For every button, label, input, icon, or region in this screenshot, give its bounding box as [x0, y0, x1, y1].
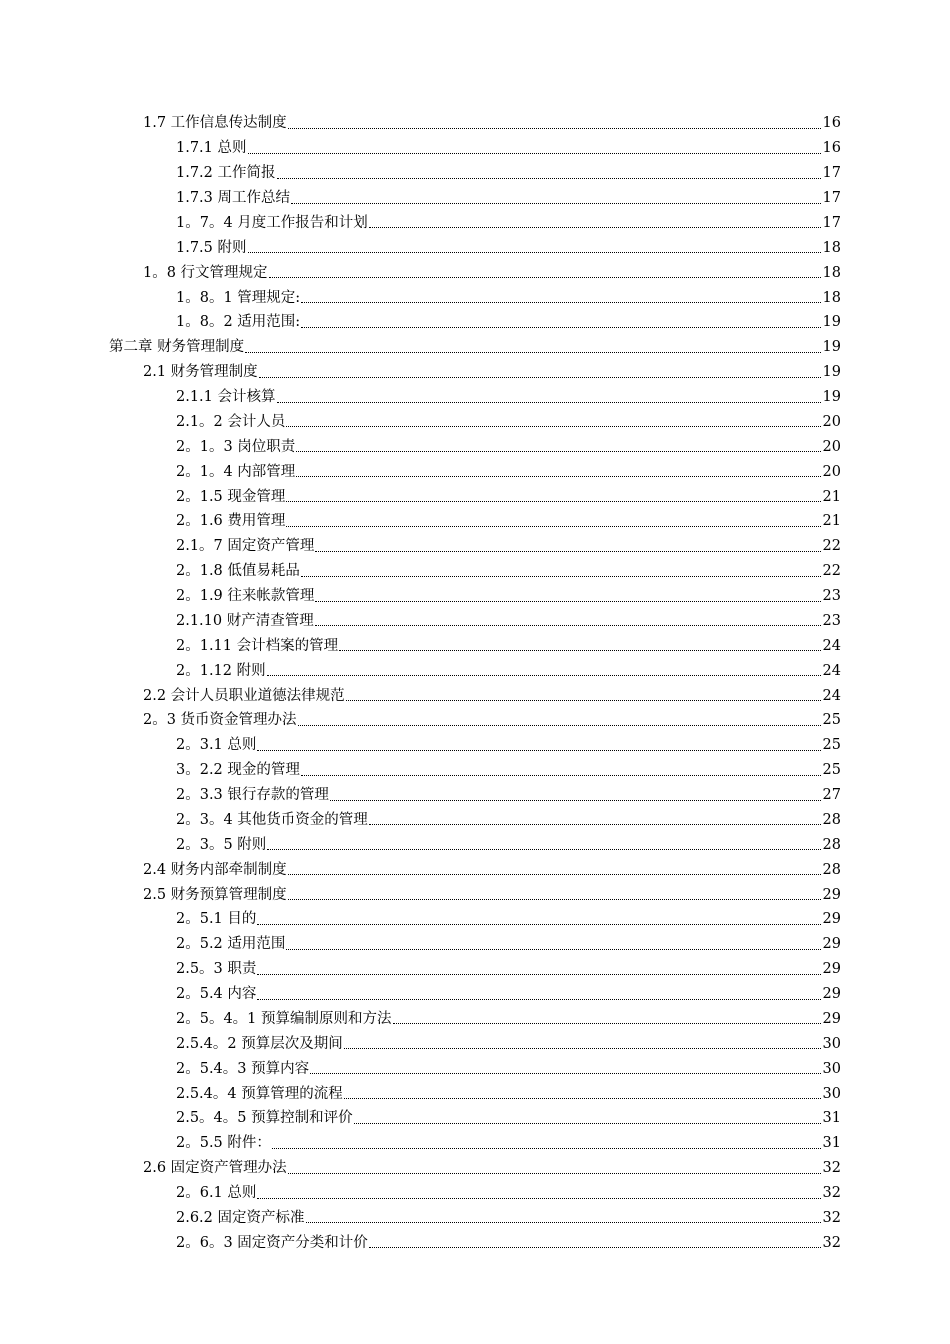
- toc-entry[interactable]: [0, 235, 950, 260]
- toc-entry-title: 2.5 财务预算管理制度: [143, 886, 287, 903]
- toc-entry-title: 2.5。4。5 预算控制和评价: [176, 1110, 353, 1127]
- toc-dot-leader: [369, 823, 821, 825]
- toc-entry-page-number: 25: [822, 762, 841, 779]
- toc-dot-leader: [296, 450, 821, 452]
- toc-entry[interactable]: [0, 1156, 950, 1181]
- toc-entry[interactable]: [0, 1230, 950, 1255]
- toc-entry-title: 2。3。4 其他货币资金的管理: [176, 811, 368, 828]
- toc-entry-page-number: 31: [822, 1135, 841, 1152]
- toc-entry-title: 第二章 财务管理制度: [109, 339, 245, 356]
- toc-entry-title: 2.4 财务内部牵制制度: [143, 861, 287, 878]
- toc-dot-leader: [277, 401, 821, 403]
- toc-entry-title: 2。1.6 费用管理: [176, 513, 286, 530]
- toc-entry-title: 2。1.8 低值易耗品: [176, 563, 300, 580]
- toc-dot-leader: [286, 500, 821, 502]
- toc-entry-title: 2.2 会计人员职业道德法律规范: [143, 687, 345, 704]
- toc-entry-page-number: 16: [822, 140, 841, 157]
- toc-entry-page-number: 20: [822, 438, 841, 455]
- toc-dot-leader: [267, 848, 821, 850]
- toc-entry[interactable]: [0, 434, 950, 459]
- toc-entry-page-number: 29: [822, 986, 841, 1003]
- toc-entry-title: 2。5。4。1 预算编制原则和方法: [176, 1010, 392, 1027]
- toc-dot-leader: [269, 276, 821, 278]
- toc-dot-leader: [301, 774, 821, 776]
- toc-entry-page-number: 24: [822, 637, 841, 654]
- toc-entry-title: 1.7.5 附则: [176, 239, 247, 256]
- toc-entry[interactable]: [0, 186, 950, 211]
- toc-entry[interactable]: [0, 733, 950, 758]
- toc-entry-title: 2。1.9 往来帐款管理: [176, 588, 315, 605]
- toc-entry-page-number: 23: [822, 612, 841, 629]
- toc-entry-page-number: 16: [822, 115, 841, 132]
- toc-dot-leader: [286, 948, 821, 950]
- toc-dot-leader: [315, 624, 821, 626]
- toc-entry-page-number: 20: [822, 463, 841, 480]
- toc-entry-page-number: 32: [822, 1209, 841, 1226]
- toc-entry[interactable]: [0, 633, 950, 658]
- toc-entry-title: 2.1 财务管理制度: [143, 364, 258, 381]
- toc-entry-page-number: 19: [822, 339, 841, 356]
- toc-entry-page-number: 17: [822, 165, 841, 182]
- toc-entry-title: 2.1.10 财产清查管理: [176, 612, 314, 629]
- toc-dot-leader: [296, 475, 821, 477]
- toc-entry[interactable]: [0, 808, 950, 833]
- toc-dot-leader: [288, 1172, 821, 1174]
- toc-entry-title: 1.7.1 总则: [176, 140, 247, 157]
- toc-entry-title: 2。5.4。3 预算内容: [176, 1060, 310, 1077]
- toc-entry[interactable]: [0, 1131, 950, 1156]
- toc-entry-title: 1。8。1 管理规定:: [176, 289, 301, 306]
- toc-entry-page-number: 19: [822, 314, 841, 331]
- toc-entry[interactable]: [0, 584, 950, 609]
- toc-entry-page-number: 25: [822, 712, 841, 729]
- toc-entry-title: 1.7.3 周工作总结: [176, 190, 291, 207]
- toc-dot-leader: [288, 127, 821, 129]
- toc-entry[interactable]: [0, 211, 950, 236]
- toc-entry[interactable]: [0, 260, 950, 285]
- toc-entry[interactable]: [0, 111, 950, 136]
- toc-entry-title: 2。1.5 现金管理: [176, 488, 286, 505]
- toc-dot-leader: [306, 1221, 821, 1223]
- toc-entry-page-number: 19: [822, 389, 841, 406]
- toc-dot-leader: [369, 1246, 821, 1248]
- toc-entry-page-number: 30: [822, 1035, 841, 1052]
- toc-entry-title: 2.6.2 固定资产标准: [176, 1209, 305, 1226]
- toc-entry[interactable]: [0, 957, 950, 982]
- toc-entry-page-number: 31: [822, 1110, 841, 1127]
- toc-entry[interactable]: [0, 385, 950, 410]
- toc-dot-leader: [257, 749, 821, 751]
- toc-entry-title: 2。5.1 目的: [176, 911, 257, 928]
- toc-entry[interactable]: [0, 509, 950, 534]
- toc-entry[interactable]: [0, 1007, 950, 1032]
- toc-entry[interactable]: [0, 758, 950, 783]
- toc-entry-title: 2。3.1 总则: [176, 737, 257, 754]
- toc-entry-title: 2。1。3 岗位职责: [176, 438, 296, 455]
- toc-entry-page-number: 32: [822, 1234, 841, 1251]
- toc-entry[interactable]: [0, 708, 950, 733]
- toc-entry[interactable]: [0, 459, 950, 484]
- toc-entry-title: 2.1。7 固定资产管理: [176, 538, 315, 555]
- toc-entry[interactable]: [0, 335, 950, 360]
- toc-entry[interactable]: [0, 832, 950, 857]
- toc-dot-leader: [288, 873, 821, 875]
- toc-dot-leader: [259, 376, 821, 378]
- toc-dot-leader: [301, 301, 821, 303]
- toc-entry-title: 2.1.1 会计核算: [176, 389, 276, 406]
- toc-entry[interactable]: [0, 1081, 950, 1106]
- toc-dot-leader: [272, 1147, 821, 1149]
- toc-entry-title: 2。6。3 固定资产分类和计价: [176, 1234, 368, 1251]
- toc-entry-page-number: 27: [822, 787, 841, 804]
- toc-dot-leader: [393, 1022, 821, 1024]
- toc-entry-title: 1。8。2 适用范围:: [176, 314, 301, 331]
- toc-dot-leader: [257, 923, 821, 925]
- toc-entry[interactable]: [0, 857, 950, 882]
- toc-entry-title: 3。2.2 现金的管理: [176, 762, 300, 779]
- toc-dot-leader: [310, 1072, 821, 1074]
- toc-entry[interactable]: [0, 534, 950, 559]
- toc-entry-title: 1.7.2 工作简报: [176, 165, 276, 182]
- toc-dot-leader: [267, 674, 821, 676]
- toc-entry-page-number: 28: [822, 861, 841, 878]
- toc-dot-leader: [315, 550, 821, 552]
- toc-entry-page-number: 32: [822, 1185, 841, 1202]
- toc-entry-page-number: 18: [822, 264, 841, 281]
- toc-entry-title: 2.5.4。2 预算层次及期间: [176, 1035, 343, 1052]
- toc-entry-title: 2。5.4 内容: [176, 986, 257, 1003]
- toc-entry-title: 2。3.3 银行存款的管理: [176, 787, 329, 804]
- toc-entry-page-number: 18: [822, 289, 841, 306]
- toc-entry-title: 2。3 货币资金管理办法: [143, 712, 297, 729]
- toc-entry-title: 2。1。4 内部管理: [176, 463, 296, 480]
- toc-entry-title: 2。5.5 附件：: [176, 1135, 271, 1152]
- toc-entry[interactable]: [0, 410, 950, 435]
- toc-entry[interactable]: [0, 932, 950, 957]
- toc-entry[interactable]: [0, 907, 950, 932]
- toc-entry[interactable]: [0, 484, 950, 509]
- toc-entry-title: 1.7 工作信息传达制度: [143, 115, 287, 132]
- toc-entry-title: 2。1.11 会计档案的管理: [176, 637, 339, 654]
- toc-entry-page-number: 28: [822, 836, 841, 853]
- toc-dot-leader: [301, 326, 821, 328]
- toc-entry[interactable]: [0, 783, 950, 808]
- toc-dot-leader: [315, 600, 821, 602]
- toc-entry[interactable]: [0, 136, 950, 161]
- toc-entry-page-number: 17: [822, 214, 841, 231]
- toc-dot-leader: [286, 425, 821, 427]
- toc-dot-leader: [257, 973, 821, 975]
- toc-dot-leader: [286, 525, 821, 527]
- toc-entry[interactable]: [0, 882, 950, 907]
- toc-entry[interactable]: [0, 982, 950, 1007]
- toc-entry-title: 2。5.2 适用范围: [176, 936, 286, 953]
- toc-entry-title: 2。1.12 附则: [176, 662, 266, 679]
- toc-entry-title: 2.6 固定资产管理办法: [143, 1160, 287, 1177]
- toc-entry-title: 2.1。2 会计人员: [176, 413, 286, 430]
- toc-entry-title: 2.5.4。4 预算管理的流程: [176, 1085, 343, 1102]
- toc-dot-leader: [369, 226, 821, 228]
- toc-entry-page-number: 28: [822, 811, 841, 828]
- toc-entry-page-number: 24: [822, 662, 841, 679]
- toc-dot-leader: [339, 649, 821, 651]
- toc-dot-leader: [344, 1047, 821, 1049]
- toc-entry-page-number: 32: [822, 1160, 841, 1177]
- toc-entry[interactable]: [0, 1056, 950, 1081]
- toc-entry-page-number: 21: [822, 513, 841, 530]
- toc-entry-page-number: 29: [822, 886, 841, 903]
- toc-entry[interactable]: [0, 683, 950, 708]
- toc-dot-leader: [248, 251, 821, 253]
- toc-dot-leader: [301, 575, 821, 577]
- toc-entry-page-number: 17: [822, 190, 841, 207]
- toc-entry-page-number: 21: [822, 488, 841, 505]
- toc-entry-page-number: 29: [822, 1010, 841, 1027]
- toc-entry[interactable]: [0, 161, 950, 186]
- toc-entry-page-number: 30: [822, 1085, 841, 1102]
- toc-entry[interactable]: [0, 1181, 950, 1206]
- toc-entry-title: 2。3。5 附则: [176, 836, 267, 853]
- toc-entry-page-number: 25: [822, 737, 841, 754]
- toc-entry-page-number: 30: [822, 1060, 841, 1077]
- toc-entry-page-number: 22: [822, 563, 841, 580]
- toc-dot-leader: [344, 1097, 821, 1099]
- table-of-contents: [0, 111, 950, 1255]
- toc-entry-page-number: 22: [822, 538, 841, 555]
- toc-entry[interactable]: [0, 1206, 950, 1231]
- toc-dot-leader: [257, 998, 821, 1000]
- toc-entry[interactable]: [0, 1031, 950, 1056]
- toc-entry[interactable]: [0, 609, 950, 634]
- toc-entry[interactable]: [0, 658, 950, 683]
- toc-dot-leader: [277, 177, 821, 179]
- toc-entry-page-number: 29: [822, 936, 841, 953]
- toc-entry-page-number: 23: [822, 588, 841, 605]
- toc-entry-page-number: 29: [822, 911, 841, 928]
- toc-entry-page-number: 24: [822, 687, 841, 704]
- toc-dot-leader: [288, 898, 821, 900]
- toc-entry-page-number: 18: [822, 239, 841, 256]
- toc-entry-page-number: 19: [822, 364, 841, 381]
- toc-dot-leader: [245, 351, 821, 353]
- toc-dot-leader: [257, 1197, 821, 1199]
- toc-dot-leader: [291, 202, 821, 204]
- toc-entry[interactable]: [0, 559, 950, 584]
- toc-dot-leader: [330, 799, 821, 801]
- toc-entry-page-number: 20: [822, 413, 841, 430]
- toc-entry[interactable]: [0, 285, 950, 310]
- toc-entry-title: 2。6.1 总则: [176, 1185, 257, 1202]
- toc-entry[interactable]: [0, 360, 950, 385]
- toc-dot-leader: [354, 1122, 821, 1124]
- toc-entry-title: 1。7。4 月度工作报告和计划: [176, 214, 368, 231]
- toc-entry-title: 2.5。3 职责: [176, 961, 257, 978]
- toc-entry[interactable]: [0, 310, 950, 335]
- toc-entry-title: 1。8 行文管理规定: [143, 264, 268, 281]
- toc-entry-page-number: 29: [822, 961, 841, 978]
- toc-entry[interactable]: [0, 1106, 950, 1131]
- toc-dot-leader: [298, 724, 821, 726]
- toc-dot-leader: [248, 152, 821, 154]
- toc-dot-leader: [346, 699, 821, 701]
